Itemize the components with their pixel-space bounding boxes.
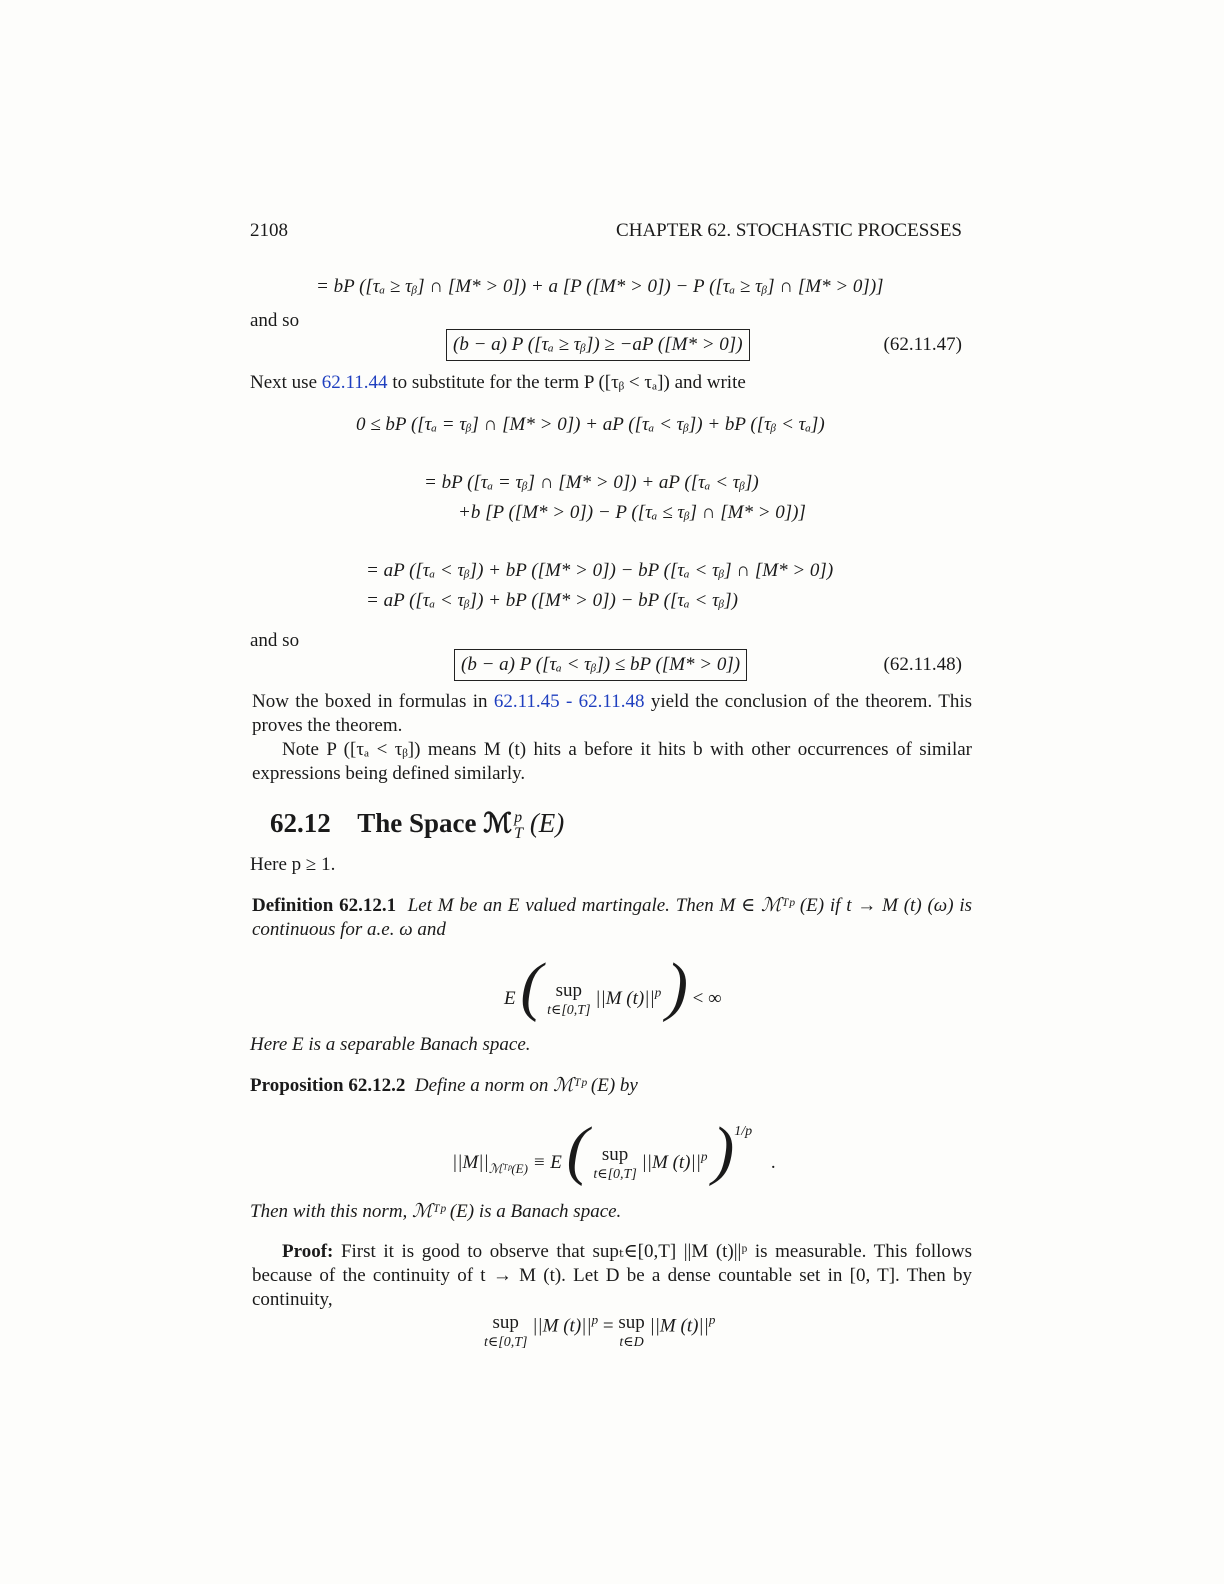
proof-label: Proof: bbox=[282, 1241, 334, 1262]
next-use-before: Next use bbox=[250, 372, 322, 393]
final-pow-1: p bbox=[591, 1312, 599, 1327]
running-title: CHAPTER 62. STOCHASTIC PROCESSES bbox=[616, 220, 962, 241]
next-use-after: to substitute for the term P ([τᵦ < τₐ]) and write bbox=[387, 372, 746, 393]
definition-label: Definition 62.12.1 bbox=[252, 895, 397, 916]
norm-body: ||M (t)|| bbox=[641, 1152, 701, 1173]
final-sub-1: t∈[0,T] bbox=[484, 1335, 528, 1350]
norm-lhs: ||M|| bbox=[452, 1152, 489, 1173]
equation-chain-line-3: +b [P ([M* > 0]) − P ([τₐ ≤ τᵦ] ∩ [M* > 0])] bbox=[458, 502, 806, 523]
conclusion-before: Now the boxed in formulas in bbox=[252, 691, 494, 712]
final-pow-2: p bbox=[708, 1312, 716, 1327]
boxed-equation-47: (b − a) P ([τₐ ≥ τᵦ]) ≥ −aP ([M* > 0]) bbox=[446, 329, 750, 361]
equation-number-48: (62.11.48) bbox=[883, 654, 962, 675]
equation-chain-line-5: = aP ([τₐ < τᵦ]) + bP ([M* > 0]) − bP ([τₐ < τᵦ]) bbox=[366, 590, 738, 611]
final-body-2: ||M (t)|| bbox=[649, 1315, 709, 1337]
equation-number-47: (62.11.47) bbox=[883, 334, 962, 355]
final-sub-2: t∈D bbox=[619, 1335, 644, 1350]
proof-text: First it is good to observe that supₜ∈[0,T] ||M (t)||ᵖ is measurable. This follows because of the continuity of t → M (t). Let D be a dense countable set in [0, T]. Then by continuity, bbox=[252, 1241, 972, 1310]
definition-text: Let M be an E valued martingale. Then M ∈ ℳᵀᵖ (E) if t → M (t) (ω) is continuous for a.e. ω and bbox=[252, 895, 973, 940]
section-sub: T bbox=[514, 824, 524, 842]
conclusion-paragraph bbox=[252, 690, 972, 738]
here-p: Here p ≥ 1. bbox=[250, 854, 336, 875]
def-eq-sup: sup bbox=[555, 980, 583, 1002]
proof-paragraph bbox=[252, 1240, 972, 1312]
section-sup: p bbox=[514, 808, 523, 826]
norm-equation: $||M||_{ℳᵀᵖ(E)} \equiv E$ ( sup t∈[0,T] ||M $(t)||^p$ )$^{1/p}$ . bbox=[452, 1114, 776, 1187]
section-number: 62.12 bbox=[270, 808, 331, 838]
section-heading bbox=[270, 808, 564, 842]
next-use-sentence bbox=[250, 372, 746, 394]
definition-equation: E ( sup t∈[0,T] ||M $(t)||^p$ ) < ∞ bbox=[504, 950, 722, 1023]
equation-chain-line-4: = aP ([τₐ < τᵦ]) + bP ([M* > 0]) − bP ([τₐ < τᵦ] ∩ [M* > 0]) bbox=[366, 560, 834, 581]
final-sup-2: sup bbox=[618, 1312, 645, 1333]
equation-chain-line-2: = bP ([τₐ = τᵦ] ∩ [M* > 0]) + aP ([τₐ < τᵦ]) bbox=[424, 472, 759, 493]
link-62-11-44[interactable]: 62.11.44 bbox=[321, 372, 388, 393]
final-body-1: ||M (t)|| bbox=[532, 1315, 592, 1337]
def-eq-body: ||M (t)|| bbox=[595, 988, 655, 1009]
def-eq-pow: p bbox=[654, 984, 662, 1000]
boxed-equation-48: (b − a) P ([τₐ < τᵦ]) ≤ bP ([M* > 0]) bbox=[454, 649, 747, 681]
norm-pow: p bbox=[700, 1148, 708, 1164]
norm-end: . bbox=[770, 1152, 776, 1173]
final-equation bbox=[484, 1312, 715, 1351]
proposition-label: Proposition 62.12.2 bbox=[250, 1075, 406, 1096]
then-banach: Then with this norm, ℳᵀᵖ (E) is a Banach space. bbox=[250, 1201, 622, 1222]
def-eq-E: E bbox=[504, 988, 516, 1009]
final-sup-1: sup bbox=[492, 1312, 519, 1333]
norm-equiv: ≡ E bbox=[532, 1152, 562, 1173]
norm-sub: t∈[0,T] bbox=[593, 1167, 637, 1183]
proposition-block bbox=[250, 1074, 638, 1097]
page-number: 2108 bbox=[250, 220, 288, 241]
final-eq-sign: = bbox=[602, 1315, 614, 1337]
and-so-1: and so bbox=[250, 310, 300, 331]
here-E: Here E is a separable Banach space. bbox=[250, 1034, 531, 1055]
section-title: The Space ℳ bbox=[357, 808, 513, 838]
section-arg: (E) bbox=[523, 808, 565, 838]
def-eq-sub: t∈[0,T] bbox=[547, 1003, 591, 1019]
note-paragraph: Note P ([τₐ < τᵦ]) means M (t) hits a before it hits b with other occurrences of similar expressions being defined similarly. bbox=[252, 739, 972, 784]
equation-chain-line-1: 0 ≤ bP ([τₐ = τᵦ] ∩ [M* > 0]) + aP ([τₐ < τᵦ]) + bP ([τᵦ < τₐ]) bbox=[356, 414, 825, 435]
conclusion-after: yield the conclusion of the theorem. This proves the theorem. bbox=[252, 691, 972, 736]
def-eq-rhs: < ∞ bbox=[692, 988, 722, 1009]
norm-lhs-sub: ℳᵀᵖ(E) bbox=[488, 1160, 528, 1176]
definition-block bbox=[252, 894, 972, 942]
norm-sup: sup bbox=[601, 1144, 629, 1166]
and-so-2: and so bbox=[250, 630, 300, 651]
link-62-11-45-48[interactable]: 62.11.45 - 62.11.48 bbox=[493, 691, 645, 712]
equation-top: = bP ([τₐ ≥ τᵦ] ∩ [M* > 0]) + a [P ([M* > 0]) − P ([τₐ ≥ τᵦ] ∩ [M* > 0])] bbox=[316, 276, 884, 297]
norm-outer-pow: 1/p bbox=[734, 1123, 753, 1139]
proposition-text: Define a norm on ℳᵀᵖ (E) by bbox=[414, 1075, 638, 1096]
